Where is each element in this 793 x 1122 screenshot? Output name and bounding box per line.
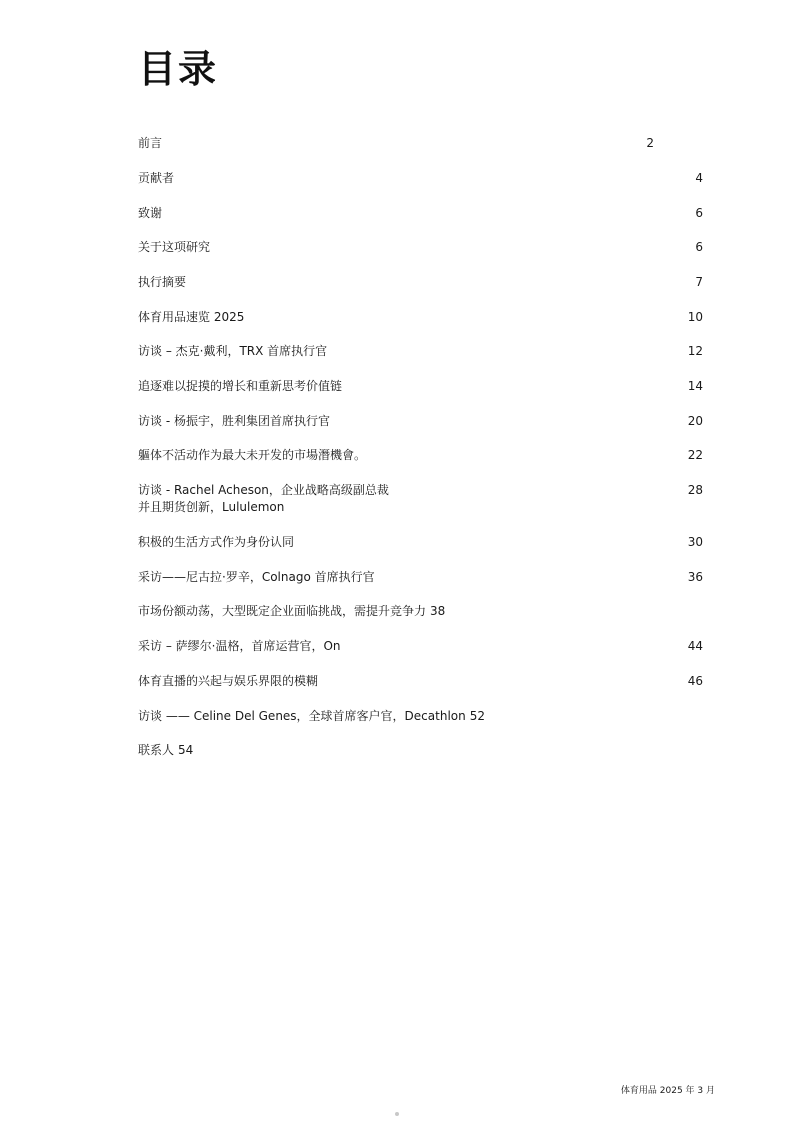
toc-page-number: 14: [687, 379, 703, 393]
toc-entry-label: 联系人: [138, 743, 175, 757]
toc-page-number: 52: [469, 709, 486, 723]
page-indicator-dot: [395, 1112, 399, 1116]
toc-page-number: 28: [687, 483, 703, 497]
toc-entry-label: 访谈 - 杨振宇，胜利集团首席执行官: [138, 414, 330, 428]
page-footer: 体育用品 2025 年 3 月: [620, 1086, 715, 1096]
toc-page-number: 54: [178, 743, 194, 757]
toc-page-number: 20: [687, 414, 703, 428]
toc-entry-executive-summary[interactable]: [138, 274, 186, 291]
toc-entry-interview-decathlon[interactable]: [138, 708, 485, 725]
toc-page-number: 7: [695, 275, 703, 289]
toc-entry-label: 致谢: [138, 206, 163, 220]
toc-page-number: 22: [687, 448, 703, 462]
toc-page-number: 4: [695, 171, 703, 185]
toc-entry-label: 贡献者: [138, 171, 175, 185]
toc-entry-contacts[interactable]: [138, 742, 193, 759]
toc-page-number: 46: [687, 674, 703, 688]
toc-entry-interview-colnago[interactable]: [138, 569, 375, 586]
toc-entry-inactivity-opportunity[interactable]: [138, 447, 366, 464]
toc-entry-label-continued: 并且期货创新，Lululemon: [138, 500, 285, 514]
toc-entry-overview-2025[interactable]: [138, 309, 244, 326]
toc-entry-label: 体育直播的兴起与娱乐界限的模糊: [138, 674, 319, 688]
toc-entry-label: 采访——尼古拉·罗辛，Colnago 首席执行官: [138, 570, 375, 584]
toc-entry-label: 体育用品速览 2025: [138, 310, 245, 324]
page-title: 目录: [138, 47, 219, 91]
toc-entry-label: 积极的生活方式作为身份认同: [138, 535, 295, 549]
toc-entry-growth-value-chain[interactable]: [138, 378, 342, 395]
toc-entry-acknowledgements[interactable]: [138, 205, 162, 222]
toc-entry-label: 关于这项研究: [138, 240, 211, 254]
toc-entry-label: 追逐难以捉摸的增长和重新思考价值链: [138, 379, 343, 393]
toc-page-number: 10: [687, 310, 703, 324]
toc-entry-interview-on[interactable]: [138, 638, 341, 655]
toc-entry-interview-trx[interactable]: [138, 343, 327, 360]
toc-entry-live-sports[interactable]: [138, 673, 318, 690]
toc-entry-contributors[interactable]: [138, 170, 174, 187]
toc-entry-label: 访谈 - Rachel Acheson，企业战略高级副总裁: [138, 483, 389, 497]
toc-entry-label: 采访 – 萨缪尔·温格，首席运营官，On: [138, 639, 341, 653]
toc-page-number: 38: [430, 604, 446, 618]
toc-entry-label: 前言: [138, 136, 163, 150]
toc-entry-active-lifestyle[interactable]: [138, 534, 294, 551]
toc-page-number: 6: [695, 206, 703, 220]
toc-page-number: 2: [646, 136, 654, 150]
toc-page-number: 44: [687, 639, 703, 653]
toc-entry-label: 軀体不活动作为最大未开发的市場潛機會。: [138, 448, 367, 462]
toc-entry-label: 访谈 – 杰克·戴利，TRX 首席执行官: [138, 344, 328, 358]
toc-page-number: 30: [687, 535, 703, 549]
toc-entry-interview-lululemon[interactable]: [138, 482, 389, 516]
toc-entry-market-share[interactable]: [138, 603, 445, 620]
toc-entry-about-study[interactable]: [138, 239, 210, 256]
toc-entry-foreword[interactable]: [138, 135, 162, 152]
toc-page-number: 36: [687, 570, 703, 584]
toc-entry-label: 执行摘要: [138, 275, 187, 289]
toc-page-number: 6: [695, 240, 703, 254]
toc-page-number: 12: [687, 344, 703, 358]
toc-entry-label: 市场份额动荡，大型既定企业面临挑战，需提升竞争力: [138, 604, 427, 618]
toc-entry-interview-victor[interactable]: [138, 413, 330, 430]
toc-entry-label: 访谈 —— Celine Del Genes，全球首席客户官，Decathlon: [138, 709, 466, 723]
